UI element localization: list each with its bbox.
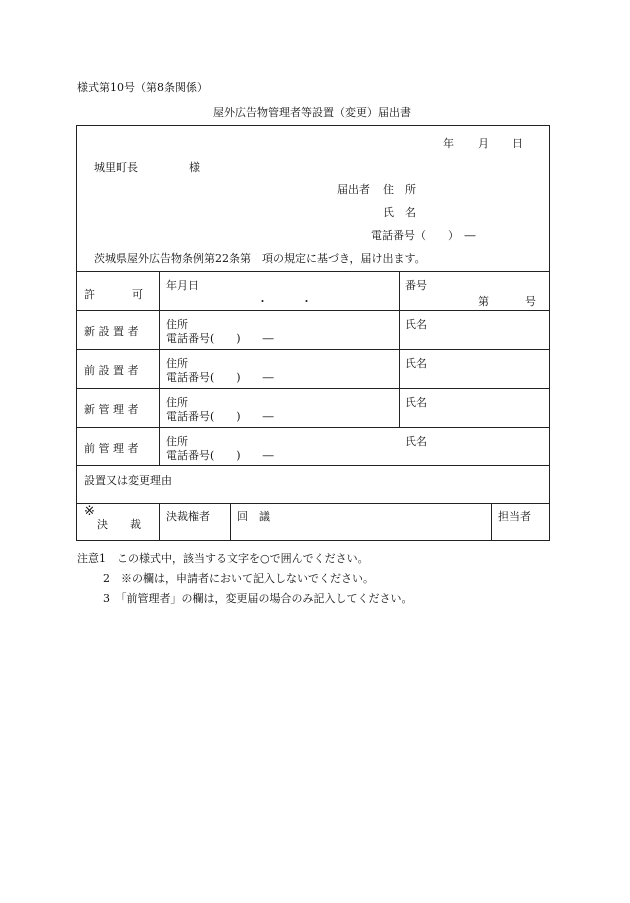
- row-name-label: 氏名: [405, 357, 427, 370]
- divider: [159, 271, 160, 465]
- note-2: 2 ※の欄は，申請者において記入しないでください。: [103, 572, 374, 585]
- decision-label: 決 裁: [97, 518, 141, 531]
- permit-go: 号: [525, 295, 536, 308]
- permit-number-label: 番号: [405, 279, 427, 292]
- row-address-label: 住所: [166, 318, 188, 331]
- statement: 茨城県屋外広告物条例第22条第 項の規定に基づき，届け出ます。: [94, 252, 426, 265]
- divider: [491, 503, 492, 541]
- applicant-address-label: 住 所: [383, 183, 416, 196]
- row-name-label: 氏名: [405, 435, 427, 448]
- row-phone-label: 電話番号( ) ―: [166, 371, 274, 384]
- divider: [159, 503, 160, 541]
- row-phone-label: 電話番号( ) ―: [166, 449, 274, 462]
- row-label: 新 設 置 者: [84, 325, 139, 338]
- decision-circulation-label: 回 議: [237, 510, 270, 523]
- divider: [77, 271, 549, 272]
- divider: [77, 349, 549, 350]
- applicant-label: 届出者: [337, 183, 370, 196]
- date-month-label: 月: [478, 137, 489, 150]
- note-3: 3 「前管理者」の欄は，変更届の場合のみ記入してください。: [103, 592, 413, 605]
- row-label: 新 管 理 者: [84, 403, 139, 416]
- divider: [399, 271, 400, 427]
- row-phone-label: 電話番号( ) ―: [166, 332, 274, 345]
- divider: [77, 310, 549, 311]
- row-address-label: 住所: [166, 435, 188, 448]
- row-phone-label: 電話番号( ) ―: [166, 410, 274, 423]
- decision-person-in-charge-label: 担当者: [498, 510, 531, 523]
- date-year-label: 年: [443, 137, 454, 150]
- divider: [77, 503, 549, 504]
- divider: [77, 465, 549, 466]
- divider: [77, 388, 549, 389]
- row-address-label: 住所: [166, 357, 188, 370]
- form-number: 様式第10号（第8条関係）: [77, 81, 208, 94]
- permit-label: 許 可: [84, 288, 144, 301]
- form-title: 屋外広告物管理者等設置（変更）届出書: [213, 106, 411, 119]
- applicant-phone-label: 電話番号（ ） ―: [371, 229, 476, 242]
- note-1: 注意1 この様式中，該当する文字を○で囲んでください。: [77, 552, 369, 565]
- row-name-label: 氏名: [405, 396, 427, 409]
- date-day-label: 日: [512, 137, 523, 150]
- divider: [230, 503, 231, 541]
- row-name-label: 氏名: [405, 318, 427, 331]
- permit-date-label: 年月日: [166, 279, 199, 292]
- row-address-label: 住所: [166, 396, 188, 409]
- decision-authority-label: 決裁権者: [166, 510, 210, 523]
- permit-date-dots: ・ ・: [257, 295, 312, 308]
- decision-mark: ※: [84, 504, 95, 519]
- row-label: 前 設 置 者: [84, 364, 139, 377]
- permit-dai: 第: [478, 295, 489, 308]
- row-label: 前 管 理 者: [84, 442, 139, 455]
- applicant-name-label: 氏 名: [383, 206, 416, 219]
- reason-label: 設置又は変更理由: [84, 474, 172, 487]
- honorific: 様: [189, 161, 200, 174]
- addressee: 城里町長: [94, 161, 138, 174]
- divider: [77, 427, 549, 428]
